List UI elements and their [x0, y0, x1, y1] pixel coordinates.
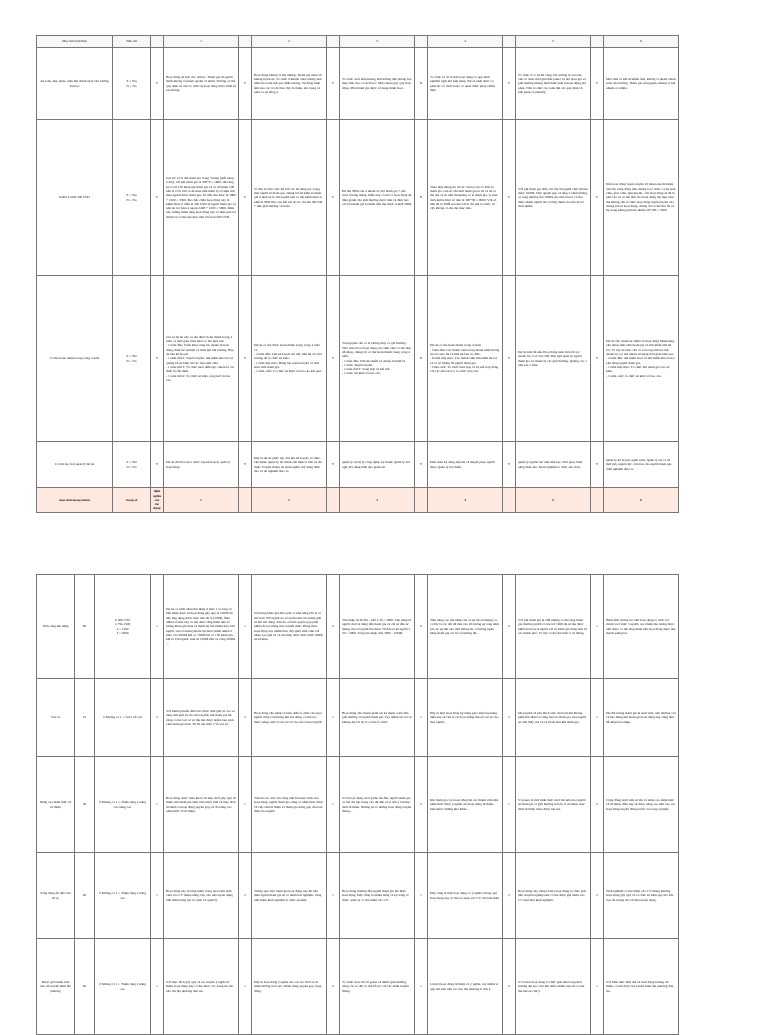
table-row — [37, 679, 679, 757]
evaluation-text: Dự án đòi hỏi sự tổ chức, lập kế hoạch, quản lý hoạt động. — [164, 442, 239, 488]
evaluation-text: Quản lý nguồn lực như tiền bạc, thời gian; Khả năng lãnh đạo; Kinh nghiệm tổ chức sản chơi. — [516, 442, 591, 488]
score-mark: 1 — [327, 853, 340, 939]
score-mark: 1 — [591, 679, 604, 757]
yes-no-mark: Y — [415, 442, 428, 488]
score-mark: 2 — [591, 757, 604, 853]
weight-cell: 40 — [75, 853, 95, 939]
evaluation-text: Hoạt động này cũng là một hoạt động tổ chức giải đấu chuyên nghiệp nên có thể được ghi nhận vào CV như một kinh nghiệm. — [516, 853, 591, 939]
criteria-cell: Y = Yes N = No — [113, 276, 151, 442]
evaluation-text: Tiền năng cao thu nhập của cả sự thì số không có, vì đây là các đối đề đưa vào tới lượng sự tổng nhất tới các sự thu vào mới thông tin, vì lượng ngân hàng tham gia các hồ số không đủ... — [428, 575, 503, 679]
yes-no-mark: Y — [591, 276, 604, 442]
yes-no-mark: Y — [503, 442, 516, 488]
scoring-column-header: 1 — [164, 488, 239, 513]
evaluation-text: Hoạt động văn nghệ và biểu diễn tổ chức cho mọi người cũng với không khí sôi động, có thể tạo được tiếng cười và sự vui vẻ cho tất cả mọi người. — [252, 679, 327, 757]
weight-header: trọng số — [113, 488, 151, 513]
yes-no-mark: Y — [239, 442, 252, 488]
table-row — [37, 853, 679, 939]
evaluation-text: Quản lý kế hoạch, ngân sách; Quản lý tài cơ về thời tiết, nguồn lực, văn hóa của người tham gia. Tiến nghiệm theo tổ. — [604, 442, 679, 488]
score-mark: 1 — [239, 575, 252, 679]
goal-cell: Được giới thiệu trên báo tin truyền hình địa phương — [37, 939, 75, 1035]
evaluation-text: Đã thu 500$ của 4 nhóm 21 đội tham gia + phí chơi ít hàng tháng. Điều này có thể vì hoạt động để điều giành cho giải thưởng được tính và đảm bảo các hội tham gia là kiếm tiền thu được ít nhất 500$. — [340, 120, 415, 276]
goal-cell: Tiền càng thu nhập — [37, 575, 75, 679]
score-mark: 2 — [327, 939, 340, 1035]
score-mark: 1 — [415, 939, 428, 1035]
definition-cell: 0 Không có 1 = Thiện rộng 2 nâng cao nâng cao — [95, 757, 151, 853]
evaluation-text: Tổ chức cuộc thi về game và nhiều giải thưởng, cùng các cổ đội có thể hỗ trợ với các kênh truyền thông. — [340, 939, 415, 1035]
evaluation-text: Giá sử: Có 6 đội tham gia trong 3 hàng (mỗi hàng 2 đội), với phí tham gia là 300*6 = 1800, tiền ủng hộ có từ 150 khán giả tham gia và có tối thiểu 100 nhà là 2 bộ 100 ra để mua sắm thêm lý số diện tích mua người được tham gia. Số tiền thu được là 1800 + 1500 = 3300. Để chắc chắn hoạt động này là kiếm được ít nhất là 500 USD từ người tham gia và nhà tài trợ bán ra ngoài 2400 + 1200 = 3600. Điều này chứng minh rằng hoạt động này có hiệu quả tài chính và có thể đạt mục tiêu lớn hơn 500 USD. — [164, 120, 239, 276]
scoring-column-header: 6 — [604, 488, 679, 513]
score-mark: 2 — [239, 853, 252, 939]
evaluation-text: Tổ chức cuối tuần không ảnh hưởng đến phòng học máy tính, học có lịch học. Nhà chuẩn gây quý hoạt động. Phải tham gia được số dụng mình hoạt. — [340, 48, 415, 120]
score-mark: 2 — [151, 679, 164, 757]
goal-cell: Có thể hoàn thành trong vòng 4 tuần — [37, 276, 113, 442]
evaluation-text: Đây là một hoạt động kỹ năng giao tiếp bán hàng, điều này sẽ vừa là cách tạo hứng thú sự vui vẻ cho mọi người. — [428, 679, 503, 757]
yes-no-mark: Y — [151, 120, 164, 276]
evaluation-text: Thông qua việc tham gia hoạt động này thì bản thân người tham gia sẽ có thêm trải nghiệm, cũng như thêm kinh nghiệm tổ chức sự kiện. — [252, 853, 327, 939]
yes-no-mark: Y — [327, 442, 340, 488]
column-header — [591, 36, 604, 48]
yes-no-mark: Y — [503, 120, 516, 276]
score-mark: 1 — [239, 757, 252, 853]
weight-cell: 40 — [75, 939, 95, 1035]
scoring-column-header — [415, 488, 428, 513]
evaluation-text: Hoạt động này sẽ tăng thêm trong quá trình sinh viên vào CV nhiều năng cấp, cho nhà tuyển dụng biết thêm năng lực tổ chức và quản lý. — [164, 853, 239, 939]
column-header: 3 — [340, 36, 415, 48]
criteria-cell: Y = Yes N = No — [113, 120, 151, 276]
score-mark: 2 — [503, 853, 516, 939]
score-mark: 2 — [415, 757, 428, 853]
evaluation-text: Tổ chức số về là một hoạt động có quy định nghiêm ngặt hơi luật pháp. Xử số phải được có phải lúc, tổ chức hoặc có quan được pháp chính thức. — [428, 48, 503, 120]
yes-no-mark: Y — [327, 276, 340, 442]
score-mark: 2 — [503, 575, 516, 679]
evaluation-text: Dự án có tiềm năng thu nhập ở mức 1 vì tổng số tiền nhận được từ hoạt động gây quỹ là 1200$ dù đây ứng dụng được mục tiêu đề ra (500$). Nhu nhiên số tiền này có thể được tăng thêm nếu số lượng khán giả mua vé tham dự lớn nhiều hơn 100 người. Giá số mang muốn thì được thêm nhiều ở mức 2 là 2000$ khi có 1500$ thì có 150 khán giả, khi là 150 người, tính từ 1500$ tiền vé cộng 2000$ ... — [164, 575, 239, 679]
goal-header: mục tiêu mong muốn — [37, 488, 113, 513]
evaluation-text: Vì poker là một hình thức chơi bài nên mọi người sẽ tham gia vì giải thưởng hơn là vì từ thiện, mục đích từ thiện chưa được lan tỏa. — [516, 757, 591, 853]
criteria-cell: Y = Yes N = No — [113, 48, 151, 120]
definition-cell: 0 Không có 1 = vui 2 rất vui — [95, 679, 151, 757]
table-row — [37, 442, 679, 488]
yes-no-mark: Y — [591, 442, 604, 488]
yes-no-mark: Y — [503, 48, 516, 120]
evaluation-text: Tìm để các cuộc thi cũng như lớn mục đích của hoạt động, người tham gia cũng có nhận thức được về việc làm từ thiện và tham gia đóng góp của bản thân cho người. — [252, 757, 327, 853]
criteria-cell: Y = Yes N = No — [113, 442, 151, 488]
evaluation-text: Với không muốn đám bảo được tính giải trí cao và tăng tính giải trí cho mọi người, khi tham gia thì cũng có thể vui vẻ và thu hút được nhiều bạn sinh viên tham gia hơn. Từ đó đạt mức 2 về vui vẻ. — [164, 679, 239, 757]
score-mark: 1 — [503, 757, 516, 853]
evaluation-text: Khi tham gia vào hoạt động thì các thành viên đều nhận thức được ý nghĩa của hoạt động từ thiện, hiểu được những khó khăn... — [428, 757, 503, 853]
score-mark: 1 — [415, 853, 428, 939]
evaluation-text: Đây là dự án phức tạp, đòi hỏi kế hoạch, tổ chức, vận hành. Quản lý tài chính cần thận vì bán và chi thiết. Truyền thông đa danh nghĩa. Kỹ năng lãnh đạo và tài nghiêm theo tổ. — [252, 442, 327, 488]
score-mark: 1 — [151, 757, 164, 853]
evaluation-text: Vì là hoạt động chơi game thì đầu, người tham gia có thể chỉ tập trung vào thi đấu và ít chú ý tới mục đích từ thiện. Nhưng sẽ có những hoạt động truyền thông... — [340, 757, 415, 853]
yes-no-mark: Y — [151, 442, 164, 488]
yes-no-mark: Y — [151, 276, 164, 442]
column-header: 1 — [164, 36, 239, 48]
yes-no-mark: Y — [151, 48, 164, 120]
yes-no-mark: N — [415, 120, 428, 276]
evaluation-text: Hoạt động được triển khai với mục đích gây quỹ từ thiện, khi tham gia sinh viên được biết về mục đích từ thiện và hoạt động quyên góp, từ đó nâng cao nhận thức về từ thiện. — [164, 757, 239, 853]
evaluation-text: Vì đây là một cuộc thi bởi các tài năng trẻ, trong một người sẽ tham gia, chúng tôi dự kiến số khán giả ít nhất sẽ là 100 người nên có thể kiếm được ít nhất là 500USD, sau khi trừ đi các chi phí 50USD + tiền giải thưởng 10 triệu. — [252, 120, 327, 276]
evaluation-text: Dự án cần chuẩn bị nhiều về hoạt động Marketing, vận động sinh viên tham gia và tìm kiếm nhà tài trợ. Vì vậy để làm, cần có tổ trong tâm tài chủ chuẩn bị. Có thể nhóm sử dụng thời gian như sau: - 2 tuần đầu: tìm kiếm hoạt và tìm kiếm nhà tài trợ, vận động người tham gia. - 1 tuần tiếp theo: Tổ chức hội tham gia vào sự kiện. - 1 tuần cuối: tổ chức sự kiện và báo cáo. — [604, 276, 679, 442]
score-mark: 1 — [415, 679, 428, 757]
scoring-column-header — [591, 488, 604, 513]
column-header: 4 — [428, 36, 503, 48]
score-mark: 1 — [327, 757, 340, 853]
score-mark: 1 — [151, 939, 164, 1035]
table-row — [37, 276, 679, 442]
scoring-column-header: 2 — [252, 488, 327, 513]
evaluation-text: Hoạt động thường đều người tham gia thể hiện hoạt động. Đây cũng là nhiều năng và kỹ năng tổ chức, quản lý có thể thêm vào CV. — [340, 853, 415, 939]
yes-no-mark: Y — [591, 48, 604, 120]
evaluation-text: Mục tiêu có kết từ nhiều đơn, không vi phạm chính sách của trường. Tham gia tự nguyện, không vi hội nhuận có nhiều. — [604, 48, 679, 120]
evaluation-text: Hoạt động cần chuẩn giám sát kỹ thuật. Liên đến giải thưởng và người tham gia. Tuy nhiên sự vui vẻ không đạt tối đa vì có thể tổ chức. — [340, 679, 415, 757]
evaluation-text: Với phí tham gia 20$, chi cần 50 người chơi thì thu được 1000$. Việc quyên góp và tặng 2 chiến thắng, có tổng thưởng đạt 1000$ cho nhà tài trợ và thu được nhiều người thi và tăng thêm cho thu từ trò chơi nhiều. — [516, 120, 591, 276]
evaluation-text: Cộng đồng sinh viên sẽ lên và nâng cao nhận thức về từ thiện, điều này sẽ được nâng cao nhờ vào các hoạt động truyền thông trước và trong sự kiện. — [604, 757, 679, 853]
column-header — [415, 36, 428, 48]
score-mark: 1 — [151, 853, 164, 939]
score-mark: 2 — [591, 853, 604, 939]
column-header — [327, 36, 340, 48]
evaluation-text: Dự đối tượng tham gia là sinh viên, nên thường vui và hào hứng khi tham gia hoạt động này cũng như dễ dàng hòa nhập. — [604, 679, 679, 757]
score-mark: 1 — [239, 939, 252, 1035]
evaluation-text: Thu nhập từ 30 đội - 240 x 30 = 2800. Thu nhập từ người chơi là riêng đến tham gia và chỉ số đầu tư thông, thu số người thu được 50 đối số 40 người x 50 = 2000. Tổng thu nhập trên 3000 - 1000$. — [340, 575, 415, 679]
table-row — [37, 575, 679, 679]
evaluation-text: Hoạt động sử lịch cho từ hội ; Tham gia từ người thích không vì phạm quyền cá nhân; Trường có thể quy định về việc tổ chức sự hoạt động được thiết bị tại trường. — [164, 48, 239, 120]
scoring-column-header: 5 — [516, 488, 591, 513]
goal-cell: Có hội học hỏi quản lý dự án — [37, 442, 113, 488]
score-mark: 1 — [591, 575, 604, 679]
evaluation-text: Tài nguyên cần có là phòng máy có giá thường. Việc tìm tài trợ hoạt động cho sinh viên có thể làm dễ dàng, chúng tôi có thể hoàn thành trong vòng 4 tuần: - 1 tuần đầu: Tìm địa điểm và chuẩn bị thiết bị. - 1 tuần: Tuyển truyền. - 1 tuần thứ 3: Tổng hợp và kết nối. - 1 tuần: Sự kiện và báo cáo. — [340, 276, 415, 442]
evaluation-text: Giá số dự án này có thể được hoàn thành trong 4 tuần, vì thời gian triển khai có thể như sau: - 1 tuần đầu: Triển khai công tác chuẩn bị hoạt động, thiết kế sự kiện và thuê hội hội trường. Họp để bàn kế hoạch. - 1 tuần thứ 2: Tuyển truyền, tìm kiếm nhà tài trợ, quảng bá sự kiện tới các bạn sinh viên. - 1 tuần thứ 3: Tổ chức buổi diễn tập, chuẩn bị các thiết bị cần thiết. - 1 tuần thứ 4: Tổ chức sự kiện, tổng kết và báo cáo. — [164, 276, 239, 442]
definition-cell: 0-500=750 1.750-1500 2 = 1500 3 = 2000 — [95, 575, 151, 679]
evaluation-text: Số lượng khán giả đến xem có khả năng lớn là có sức hơn 700 người do số sự thu hút của mình giải trí kết nối đồng. Khi đó, số tiền quyên góp phải nhiều để tạo hứng thú và kiến thức. Đồng thời, hoạt động này nhằm thúc đẩy giữa sinh viên với nhau, tạo giải trí và thu thập được mức nhất 1000$ từ sự kiện. — [252, 575, 327, 679]
definition-cell: 0 Không có 1 = Thiện rộng 2 nâng cao — [95, 939, 151, 1035]
evaluation-text: Với hình thức mới mẻ và hoạt động hướng tới thiện, có thể được tin truyền hình địa phương đưa tin. — [604, 939, 679, 1035]
score-mark: 2 — [503, 679, 516, 757]
yes-no-mark: Y — [239, 120, 252, 276]
table-row — [37, 939, 679, 1035]
table-row — [37, 120, 679, 276]
score-mark: 0 — [415, 575, 428, 679]
goal-cell: Vui vẻ — [37, 679, 75, 757]
evaluation-text: Hoạt động không vi hội nhưng. Tham gia nhau về không hội hoạt. Tổ chức ở khuôn viên trường nên dám bảo tuân thủ quy định trường. Sự động hình ảnh nào các trò để thúc đẩy là thiện, tôn trọng và phát có sự đồng ý. — [252, 48, 327, 120]
score-mark: 2 — [503, 939, 516, 1035]
scoring-column-header: 4 — [428, 488, 503, 513]
evaluation-text: Tính nghiệm có thể thêm vào CV thông thường hoạt động gây quỹ và tổ chức sự kiện quy mô lớn. Tạo ấn tượng tốt với nhà tuyển dụng. — [604, 853, 679, 939]
score-mark: 1 — [327, 679, 340, 757]
scoring-header-row — [37, 488, 679, 513]
yes-no-mark: Y — [327, 48, 340, 120]
goal-cell: Sáng đồng đồ đếu văn bờ so — [37, 853, 75, 939]
weight-cell: 30 — [75, 757, 95, 853]
evaluation-text: Mọi người sẽ yêu thích việc chơi bài khi không phải đơn điệu và cùng bạn bè tham gia, mọi người sẽ cảm thấy vui vẻ và thoải mái khi tham gia. — [516, 679, 591, 757]
yes-no-mark: Y — [239, 48, 252, 120]
score-mark: 2 — [327, 575, 340, 679]
scoring-column-header: 3 — [340, 488, 415, 513]
table-row — [37, 757, 679, 853]
evaluation-table-criteria — [36, 35, 679, 513]
goal-cell: Kiếm ít nhất 500 USD — [37, 120, 113, 276]
evaluation-text: Với phí tham gia là 20$ nhưng có thể tăng tham gia thường người có thể trở 1000 thì sẽ thu được nhiều hơn tại là người với số khán giả đông hơn từ các thành phố. Vì vậy có thể đạt mức 2 về thông. — [516, 575, 591, 679]
table-row — [37, 48, 679, 120]
evaluation-text: Dự án có thể được hoàn thành trong vòng 4 tuần vì: - 2 tuần đầu: Lên kế hoạch chi tiết, liên hệ các hội trường để tổ chức sự kiện. - 1 tuần tiếp theo: Đăng bài tuyển truyền và mời sinh viên tham gia. - 1 tuần cuối: Tổ chức sự kiện và báo cáo kết quả. — [252, 276, 327, 442]
weight-cell: 90 — [75, 575, 95, 679]
column-header: 2 — [252, 36, 327, 48]
evaluation-text: Hình thức tương tác như hoạt động tổ chức tài chính và ở mức 3 người, tuy nhiên thu tương được nhờ được có thể tăng thêm nếu hoạt động được đẩy mạnh quảng bá. — [604, 575, 679, 679]
score-mark: 1 — [151, 575, 164, 679]
evaluation-text: Tổ chức ở có sự thi công của trường là an toàn; việc tổ chức một giải đấu poker và đổi hoạt gia và giải thưởng không nhất thiết phải là hoạt động phi pháp. Nhà tổ chức cục tuân thủ các quy định về luật pháp cá phương — [516, 48, 591, 120]
score-mark: 1 — [591, 939, 604, 1035]
evaluation-text: Dự án có thể hoàn thành trong 4 tuần: - Tuần đầu: Các thành viên trong nhóm nhận thông tin về cuộc thi và liên hệ ban tổ chức. - 6 tuần tiếp theo: Các thành viên tìm kiếm tài trợ và có số lượng 50 người tham gia. - Tuần cuối: Tổ chức buổi họp và ký kết hợp đồng với các nhà tài trợ, tổ chức cuộc thi. — [428, 276, 503, 442]
weight-cell: 10 — [75, 679, 95, 757]
goal-cell: Nâng cao nhận thức về từ thiện — [37, 757, 75, 853]
evaluation-text: Với mục đích gây quỹ và tạo truyền ý nghĩa từ thiện, hoạt động này có thể được các trang tin tức, báo chí địa phương đưa tin. — [164, 939, 239, 1035]
evaluation-text: Quản lý sự tài lý công nghệ, kỹ thuật; Quản lý dòi ngũ; Kỹ năng lãnh đạo giám sát. — [340, 442, 415, 488]
yes-no-mark: Y — [327, 120, 340, 276]
scoring-column-header — [239, 488, 252, 513]
goal-cell: An toàn, hợp pháp, tuân thủ chính sách của trường đại học — [37, 48, 113, 120]
column-header — [503, 36, 516, 48]
evaluation-table-scoring — [36, 574, 679, 1035]
evaluation-text: Đây cũng là một hoạt động có ý nghĩa, thông qua hoạt động này có thể bổ sung vào CV của bản thân. — [428, 853, 503, 939]
evaluation-text: Dự án khả thi nếu Hoạt động sinh viên hỗ trợ chuẩn bị cơ sở vật chất. Đội ngũ quản lý người tham gia và chuẩn bị các giải thưởng. Quảng cáo 1 nhà sau 1 tuần. — [516, 276, 591, 442]
score-mark: 2 — [239, 679, 252, 757]
evaluation-text: Phát triển kỹ năng tiếp thị và thuyết phục người mua; Quản lý tài chính. — [428, 442, 503, 488]
evaluation-text: Là một hoạt động từ thiện có ý nghĩa, tuy nhiên vì quy mô nhỏ nên các báo địa phương ít chú ý. — [428, 939, 503, 1035]
yes-no-mark: N — [415, 48, 428, 120]
column-header: 6 — [604, 36, 679, 48]
yes-no-mark: Y — [591, 120, 604, 276]
table-header-row — [37, 36, 679, 48]
column-header: Tiêu chí — [113, 36, 151, 48]
evaluation-text: Theo như thông tin từ các câu lạc bộ có 300 và tham gia. Giá số của mỗi tham gia là 50 và để có thể thu về số tiền thì không có ai tham gia, vì mục đích kiếm được số tiền là 300*30 = 9000. Với số tiền lãi là 300$ sau khi trừ đi chi phí tổ chức. Vì vậy không có thể đạt mục tiêu. — [428, 120, 503, 276]
evaluation-text: Vì là một hoạt động tổ chức giải đấu trong môi trường đại học, thu hút được nhiều bạn trẻ có thể thu hút sự chú ý. — [516, 939, 591, 1035]
definition-cell: 0 Không có 1 = Thiện rộng 2 nâng cao — [95, 853, 151, 939]
column-header: Mục tiêu Sub/Sub — [37, 36, 113, 48]
yes-no-mark: Y — [239, 276, 252, 442]
scoring-column-header — [327, 488, 340, 513]
scoring-column-header — [503, 488, 516, 513]
definition-header: định nghĩa các tác động — [151, 488, 164, 513]
column-header — [239, 36, 252, 48]
yes-no-mark: N — [415, 276, 428, 442]
evaluation-text: Đây là hoạt động ý nghĩa cho các trò chơi và là thiện hướng tích cực, thành đóng quyên góp cộng đồng. — [252, 939, 327, 1035]
evaluation-text: Nếu hoạt động tuyển truyền về màu toàn thì thiện cần lớp cộng đồng như chúng ta tổ chức, ví dụ sinh viên, giáo viên, phụ huynh... thì hoạt động sẽ đủ là nhờ vào và có thể làm cho hoạt động đạt mục tiêu mà không cần tổ chức hoạt động tuyển truyền của chúng tôi tại hoạt động, chúng tôi có thể thu 50 và hạ trọng không phí thu nhiều 50*100 = 5000. — [604, 120, 679, 276]
column-header: 5 — [516, 36, 591, 48]
column-header — [151, 36, 164, 48]
yes-no-mark: Y — [503, 276, 516, 442]
